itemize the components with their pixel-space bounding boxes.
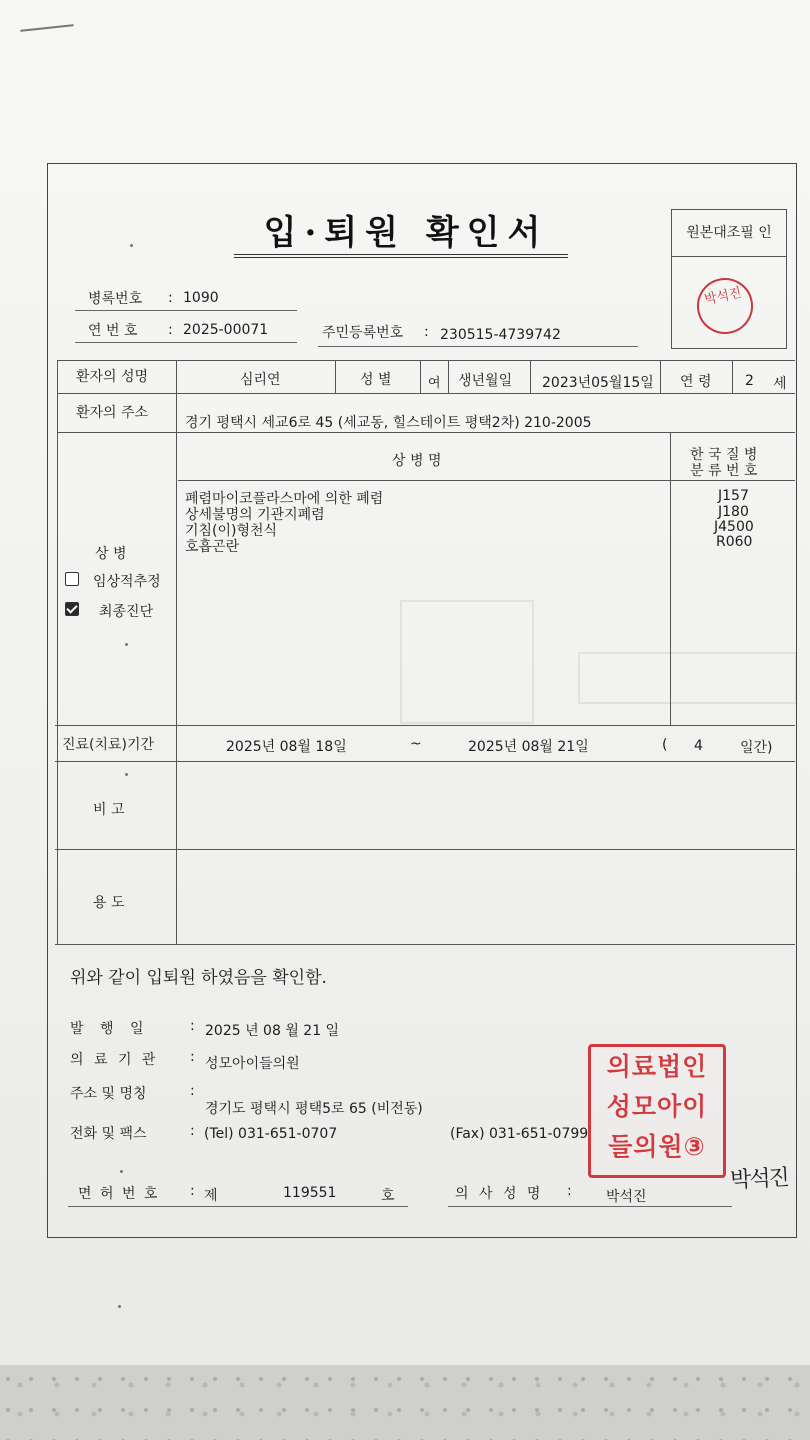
address-name-colon: : (190, 1083, 195, 1099)
fax-value: (Fax) 031-651-0799 (450, 1126, 589, 1142)
patient-age-value: 2 (745, 373, 754, 389)
column-divider (448, 360, 449, 393)
paper-speck (118, 1305, 121, 1308)
column-divider (176, 360, 177, 945)
doctor-name-value: 박석진 (606, 1189, 647, 1205)
record-no-label: 병록번호 (88, 291, 143, 307)
institution-colon: : (190, 1049, 195, 1065)
clinical-estimate-checkbox (65, 572, 79, 586)
paper-speck (125, 773, 128, 776)
patient-sex-label: 성 별 (360, 372, 392, 388)
period-days: 4 (694, 738, 703, 754)
original-verification-label: 원본대조필 인 (672, 210, 786, 257)
license-label: 면 허 번 호 (78, 1186, 160, 1202)
diagnosis-code: J157 (718, 488, 749, 504)
period-end: 2025년 08월 21일 (468, 739, 589, 755)
issue-date-value: 2025 년 08 월 21 일 (205, 1023, 340, 1039)
row-divider (55, 849, 795, 850)
paper-speck (125, 643, 128, 646)
record-no-colon: : (168, 290, 173, 306)
period-open-paren: ( (662, 737, 668, 753)
diagnosis-name-header: 상 병 명 (392, 453, 442, 469)
diagnosis-code: R060 (716, 534, 753, 550)
serial-no-label: 연 번 호 (88, 323, 138, 339)
period-separator: ~ (410, 736, 422, 752)
diagnosis-section-label: 상 병 (95, 546, 127, 562)
remarks-label: 비 고 (93, 802, 125, 818)
diagnosis-item: 폐렴마이코플라스마에 의한 폐렴 (185, 491, 384, 507)
column-divider (420, 360, 421, 393)
license-number: 119551 (283, 1185, 337, 1201)
patient-age-unit: 세 (773, 376, 787, 392)
diagnosis-item: 기침(이)형천식 (185, 523, 278, 539)
column-divider (660, 360, 661, 393)
serial-no-underline (75, 342, 297, 343)
license-colon: : (190, 1183, 195, 1199)
column-divider (530, 360, 531, 393)
row-divider (55, 725, 795, 726)
row-divider (178, 480, 795, 481)
patient-dob-label: 생년월일 (458, 373, 513, 389)
patient-age-label: 연 령 (680, 374, 712, 390)
patient-dob-value: 2023년05월15일 (542, 375, 654, 391)
purpose-label: 용 도 (93, 895, 125, 911)
diagnosis-code: J4500 (714, 519, 754, 535)
serial-no-colon: : (168, 322, 173, 338)
institution-label: 의 료 기 관 (70, 1052, 159, 1068)
license-prefix: 제 (204, 1188, 218, 1204)
column-divider (670, 432, 671, 725)
patient-sex-value: 여 (428, 376, 441, 391)
diagnosis-code: J180 (718, 504, 749, 520)
phone-fax-label: 전화 및 팩스 (70, 1126, 147, 1142)
patient-name-label: 환자의 성명 (76, 369, 149, 385)
column-divider (732, 360, 733, 393)
column-divider (57, 360, 58, 945)
license-suffix: 호 (381, 1188, 395, 1204)
column-divider (335, 360, 336, 393)
clinical-estimate-label: 임상적추정 (93, 574, 161, 590)
diagnosis-code-header-1: 한 국 질 병 (690, 447, 758, 463)
page-title: 입·퇴원 확인서 (263, 213, 549, 253)
tel-value: (Tel) 031-651-0707 (204, 1126, 338, 1142)
institution-seal-line: 의료법인 (606, 1052, 708, 1081)
diagnosis-code-header-2: 분 류 번 호 (690, 463, 758, 479)
issue-date-label: 발 행 일 (70, 1021, 150, 1037)
diagnosis-item: 호흡곤란 (185, 539, 240, 555)
issue-date-colon: : (190, 1018, 195, 1034)
institution-value: 성모아이들의원 (205, 1056, 300, 1072)
patient-address-value: 경기 평택시 세교6로 45 (세교동, 힐스테이트 평택2차) 210-2005 (185, 415, 592, 431)
period-start: 2025년 08월 18일 (226, 739, 347, 755)
diagnosis-item: 상세불명의 기관지폐렴 (185, 507, 325, 523)
address-name-label: 주소 및 명칭 (70, 1086, 147, 1102)
background-floor (0, 1365, 810, 1440)
institution-seal (588, 1044, 726, 1178)
record-no-value: 1090 (183, 290, 219, 306)
resident-no-value: 230515-4739742 (440, 327, 561, 343)
doctor-name-colon: : (567, 1183, 572, 1199)
institution-address: 경기도 평택시 평택5로 65 (비전동) (205, 1101, 423, 1117)
record-no-underline (75, 310, 297, 311)
resident-no-colon: : (424, 324, 429, 340)
row-divider (57, 393, 795, 394)
confirmation-statement: 위와 같이 입퇴원 하였음을 확인함. (70, 968, 327, 988)
serial-no-value: 2025-00071 (183, 322, 269, 338)
license-underline (68, 1206, 408, 1207)
row-divider (57, 360, 795, 361)
period-days-unit: 일간) (740, 740, 773, 756)
row-divider (55, 944, 795, 945)
institution-seal-line: 들의원③ (608, 1132, 706, 1161)
row-divider (55, 761, 795, 762)
institution-seal-line: 성모아이 (606, 1092, 708, 1121)
patient-address-label: 환자의 주소 (76, 405, 149, 421)
phone-fax-colon: : (190, 1123, 195, 1139)
patient-name-value: 심리연 (240, 372, 281, 388)
period-label: 진료(치료)기간 (62, 737, 155, 753)
paper-speck (120, 1170, 123, 1173)
doctor-name-underline (448, 1206, 732, 1207)
resident-no-underline (318, 346, 638, 347)
verification-seal-text: 박석진 (703, 285, 744, 308)
resident-no-label: 주민등록번호 (322, 325, 404, 341)
final-diagnosis-label: 최종진단 (99, 604, 154, 620)
doctor-name-label: 의 사 성 명 (455, 1186, 544, 1202)
row-divider (57, 432, 795, 433)
paper-speck (130, 244, 133, 247)
final-diagnosis-checkbox (65, 602, 79, 616)
doctor-signature: 박석진 (729, 1165, 789, 1194)
